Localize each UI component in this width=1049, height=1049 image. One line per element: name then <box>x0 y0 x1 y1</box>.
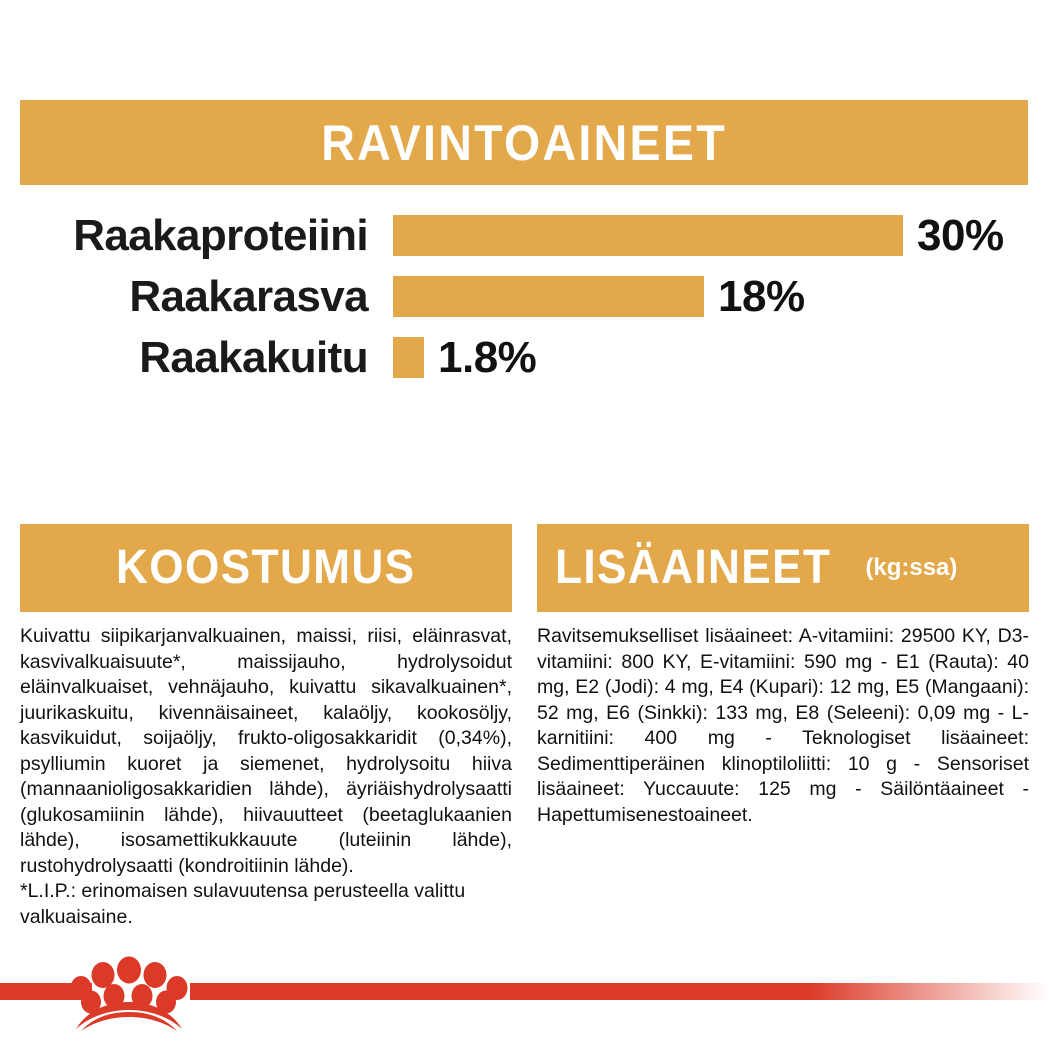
nutrient-bar-group-fat <box>393 272 805 322</box>
nutrient-label-protein: Raakaproteiini <box>73 210 368 260</box>
nutrient-label-fat: Raakarasva <box>129 271 368 321</box>
royal-canin-crown-icon <box>68 955 190 1031</box>
nutrient-value-fat: 18% <box>718 271 805 321</box>
nutrient-bar-protein <box>393 215 903 256</box>
nutrient-row <box>0 327 1049 388</box>
nutrient-bar-fat <box>393 276 704 317</box>
additives-banner <box>537 524 1029 612</box>
composition-banner <box>20 524 512 612</box>
composition-body: Kuivattu siipikarjanvalkuainen, maissi, riisi, eläinrasvat, kasvivalkuaisuute*, maissijauho, hydrolysoidut eläinvalkuaiset, vehnäjauho, kuivattu sikavalkuainen*, juurikaskuitu, kivennäisaineet, kalaöljy, kookosöljy, kasvikuidut, soijaöljy, frukto-oligosakkaridit (0,34%), psylliumin kuoret ja siemenet, hydrolysoitu hiiva (mannaanioligosakkaridien lähde), äyriäishydrolysaatti (glukosamiinin lähde), hiivauutteet (beetaglukaanien lähde), isosamettikukkauute (luteiinin lähde), rustohydrolysaatti (kondroitiinin lähde). <box>20 625 512 877</box>
additives-column <box>537 524 1029 930</box>
nutrient-row <box>0 266 1049 327</box>
nutrient-label-fibre: Raakakuitu <box>139 332 368 382</box>
nutrient-bar-chart <box>0 205 1049 388</box>
additives-text: Ravitsemukselliset lisäaineet: A-vitamiini: 29500 KY, D3-vitamiini: 800 KY, E-vitamiini: 590 mg - E1 (Rauta): 40 mg, E2 (Jodi): 4 mg, E4 (Kupari): 12 mg, E5 (Mangaani): 52 mg, E6 (Sinkki): 133 mg, E8 (Seleeni): 0,09 mg - L-karnitiini: 400 mg - Teknologiset lisäaineet: Sedimenttiperäinen klinoptiloliitti: 10 g - Sensoriset lisäaineet: Yuccauute: 125 mg - Säilöntäaineet - Hapettumisenestoaineet. <box>537 625 1029 826</box>
detail-columns <box>0 524 1049 930</box>
footer <box>0 950 1049 1049</box>
additives-heading: LISÄAINEET <box>555 541 832 594</box>
composition-heading: KOOSTUMUS <box>116 541 416 594</box>
nutrient-value-fibre: 1.8% <box>438 332 537 382</box>
composition-column <box>20 524 512 930</box>
footer-stripe-right <box>190 983 1049 1000</box>
nutrient-value-protein: 30% <box>917 210 1004 260</box>
nutrient-bar-group-protein <box>393 211 1004 261</box>
additives-subheading: (kg:ssa) <box>865 554 958 581</box>
nutrients-banner <box>20 100 1028 185</box>
nutrient-bar-fibre <box>393 337 424 378</box>
page-title: RAVINTOAINEET <box>321 114 727 171</box>
nutrient-bar-group-fibre <box>393 333 536 383</box>
composition-text <box>20 624 512 930</box>
nutrient-row <box>0 205 1049 266</box>
composition-footnote: *L.I.P.: erinomaisen sulavuutensa perusteella valittu valkuaisaine. <box>20 880 466 928</box>
